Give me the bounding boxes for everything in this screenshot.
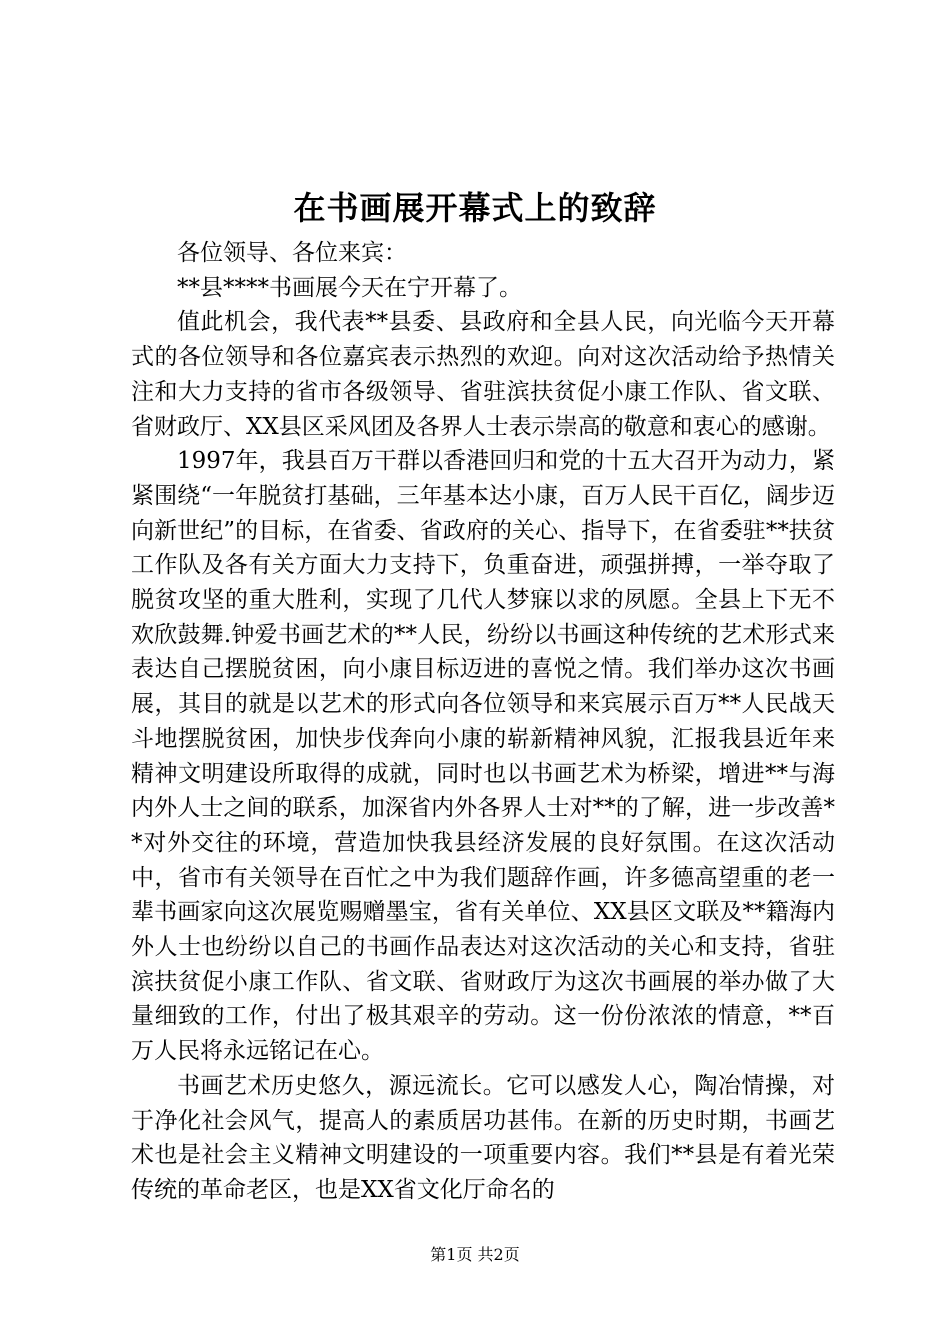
document-body (131, 236, 835, 1208)
paragraph-welcome: 值此机会，我代表**县委、县政府和全县人民，向光临今天开幕式的各位领导和各位嘉宾表示热烈的欢迎。向对这次活动给予热情关注和大力支持的省市各级领导、省驻滨扶贫促小康工作队、省文联、省财政厅、XX县区采风团及各界人士表示崇高的敬意和衷心的感谢。 (131, 309, 835, 440)
document-title: 在书画展开幕式上的致辞 (293, 189, 657, 227)
paragraph-art-history: 书画艺术历史悠久，源远流长。它可以感发人心，陶冶情操，对于净化社会风气，提高人的素质居功甚伟。在新的历史时期，书画艺术也是社会主义精神文明建设的一项重要内容。我们**县是有着光荣传统的革命老区，也是XX省文化厅命名的 (131, 1072, 835, 1203)
paragraph-opening: **县****书画展今天在宁开幕了。 (177, 274, 522, 301)
page-number-footer: 第1页 共2页 (430, 1245, 520, 1264)
paragraph-salutation: 各位领导、各位来宾： (177, 240, 407, 266)
paragraph-background: 1997年，我县百万干群以香港回归和党的十五大召开为动力，紧紧围绕“一年脱贫打基础，三年基本达小康，百万人民干百亿，阔步迈向新世纪”的目标，在省委、省政府的关心、指导下，在省委驻**扶贫工作队及各有关方面大力支持下，负重奋进，顽强拼搏，一举夺取了脱贫攻坚的重大胜利，实现了几代人梦寐以求的夙愿。全县上下无不欢欣鼓舞.钟爱书画艺术的**人民，纷纷以书画这种传统的艺术形式来表达自己摆脱贫困，向小康目标迈进的喜悦之情。我们举办这次书画展，其目的就是以艺术的形式向各位领导和来宾展示百万**人民战天斗地摆脱贫困，加快步伐奔向小康的崭新精神风貌，汇报我县近年来精神文明建设所取得的成就，同时也以书画艺术为桥梁，增进**与海内外人士之间的联系，加深省内外各界人士对**的了解，进一步改善**对外交往的环境，营造加快我县经济发展的良好氛围。在这次活动中，省市有关领导在百忙之中为我们题辞作画，许多德高望重的老一辈书画家向这次展览赐赠墨宝，省有关单位、XX县区文联及**籍海内外人士也纷纷以自己的书画作品表达对这次活动的关心和支持，省驻滨扶贫促小康工作队、省文联、省财政厅为这次书画展的举办做了大量细致的工作，付出了极其艰辛的劳动。这一份份浓浓的情意，**百万人民将永远铭记在心。 (131, 448, 835, 1065)
